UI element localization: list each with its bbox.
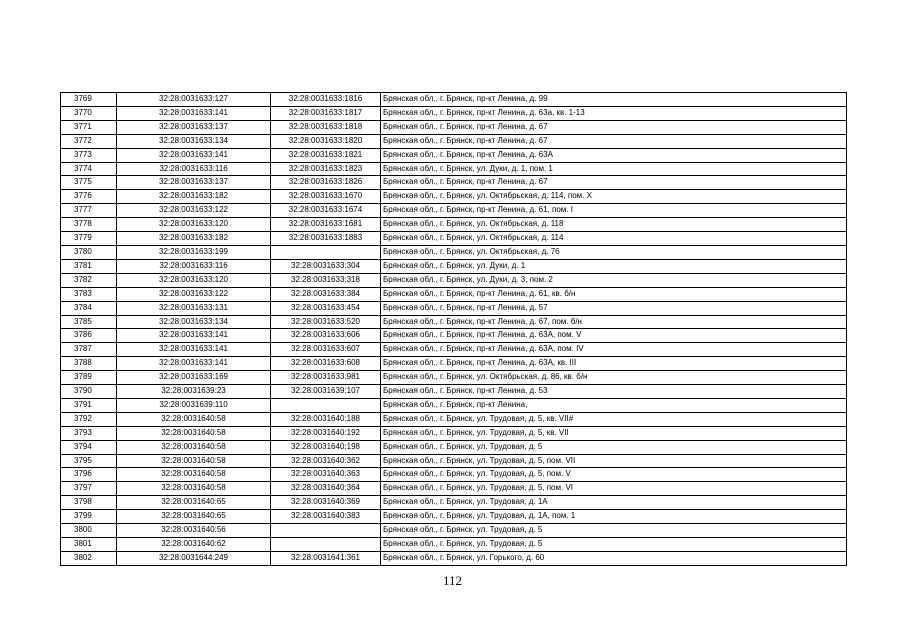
- object-cadastral-number-cell: 32:28:0031633:1883: [271, 232, 381, 246]
- address-cell: Брянская обл., г. Брянск, ул. Трудовая, д. 5, кв. VII#: [381, 412, 847, 426]
- row-number-cell: 3780: [61, 245, 117, 259]
- row-number-cell: 3798: [61, 496, 117, 510]
- object-cadastral-number-cell: 32:28:0031641:361: [271, 551, 381, 565]
- address-cell: Брянская обл., г. Брянск, ул. Трудовая, д. 5, пом. V: [381, 468, 847, 482]
- land-cadastral-number-cell: 32:28:0031633:199: [117, 245, 271, 259]
- land-cadastral-number-cell: 32:28:0031639:23: [117, 385, 271, 399]
- land-cadastral-number-cell: 32:28:0031633:141: [117, 343, 271, 357]
- land-cadastral-number-cell: 32:28:0031633:141: [117, 148, 271, 162]
- row-number-cell: 3782: [61, 273, 117, 287]
- row-number-cell: 3774: [61, 162, 117, 176]
- row-number-cell: 3795: [61, 454, 117, 468]
- row-number-cell: 3787: [61, 343, 117, 357]
- table-row: [61, 134, 847, 148]
- row-number-cell: 3777: [61, 204, 117, 218]
- address-cell: Брянская обл., г. Брянск, ул. Трудовая, д. 5, кв. VII: [381, 426, 847, 440]
- land-cadastral-number-cell: 32:28:0031633:182: [117, 190, 271, 204]
- table-row: [61, 218, 847, 232]
- land-cadastral-number-cell: 32:28:0031640:58: [117, 426, 271, 440]
- land-cadastral-number-cell: 32:28:0031640:65: [117, 496, 271, 510]
- row-number-cell: 3797: [61, 482, 117, 496]
- land-cadastral-number-cell: 32:28:0031633:141: [117, 329, 271, 343]
- land-cadastral-number-cell: 32:28:0031633:131: [117, 301, 271, 315]
- object-cadastral-number-cell: 32:28:0031640:383: [271, 510, 381, 524]
- table-body: [61, 93, 847, 566]
- row-number-cell: 3776: [61, 190, 117, 204]
- address-cell: Брянская обл., г. Брянск, ул. Октябрьская, д. 76: [381, 245, 847, 259]
- object-cadastral-number-cell: 32:28:0031633:608: [271, 357, 381, 371]
- table-row: [61, 482, 847, 496]
- table-row: [61, 176, 847, 190]
- object-cadastral-number-cell: 32:28:0031633:1823: [271, 162, 381, 176]
- object-cadastral-number-cell: 32:28:0031633:1818: [271, 120, 381, 134]
- land-cadastral-number-cell: 32:28:0031633:134: [117, 315, 271, 329]
- object-cadastral-number-cell: 32:28:0031633:1820: [271, 134, 381, 148]
- row-number-cell: 3773: [61, 148, 117, 162]
- land-cadastral-number-cell: 32:28:0031633:116: [117, 162, 271, 176]
- row-number-cell: 3788: [61, 357, 117, 371]
- row-number-cell: 3793: [61, 426, 117, 440]
- object-cadastral-number-cell: 32:28:0031640:363: [271, 468, 381, 482]
- row-number-cell: 3794: [61, 440, 117, 454]
- land-cadastral-number-cell: 32:28:0031633:116: [117, 259, 271, 273]
- land-cadastral-number-cell: 32:28:0031633:122: [117, 287, 271, 301]
- object-cadastral-number-cell: 32:28:0031633:606: [271, 329, 381, 343]
- address-cell: Брянская обл., г. Брянск, ул. Трудовая, д. 5: [381, 524, 847, 538]
- registry-table: [60, 92, 847, 566]
- object-cadastral-number-cell: 32:28:0031633:1670: [271, 190, 381, 204]
- address-cell: Брянская обл., г. Брянск, пр-кт Ленина, д. 61, кв. б/н: [381, 287, 847, 301]
- object-cadastral-number-cell: 32:28:0031633:318: [271, 273, 381, 287]
- land-cadastral-number-cell: 32:28:0031633:120: [117, 218, 271, 232]
- table-row: [61, 204, 847, 218]
- address-cell: Брянская обл., г. Брянск, ул. Дуки, д. 3, пом. 2: [381, 273, 847, 287]
- object-cadastral-number-cell: 32:28:0031633:384: [271, 287, 381, 301]
- object-cadastral-number-cell: 32:28:0031640:364: [271, 482, 381, 496]
- address-cell: Брянская обл., г. Брянск, ул. Октябрьская, д. 86, кв. б/н: [381, 371, 847, 385]
- land-cadastral-number-cell: 32:28:0031640:65: [117, 510, 271, 524]
- row-number-cell: 3789: [61, 371, 117, 385]
- table-row: [61, 232, 847, 246]
- table-row: [61, 162, 847, 176]
- row-number-cell: 3800: [61, 524, 117, 538]
- land-cadastral-number-cell: 32:28:0031640:56: [117, 524, 271, 538]
- address-cell: Брянская обл., г. Брянск, ул. Трудовая, д. 1А: [381, 496, 847, 510]
- object-cadastral-number-cell: 32:28:0031640:188: [271, 412, 381, 426]
- object-cadastral-number-cell: 32:28:0031633:1681: [271, 218, 381, 232]
- object-cadastral-number-cell: 32:28:0031633:1826: [271, 176, 381, 190]
- land-cadastral-number-cell: 32:28:0031633:141: [117, 357, 271, 371]
- land-cadastral-number-cell: 32:28:0031633:127: [117, 93, 271, 107]
- address-cell: Брянская обл., г. Брянск, пр-кт Ленина, д. 57: [381, 301, 847, 315]
- row-number-cell: 3781: [61, 259, 117, 273]
- land-cadastral-number-cell: 32:28:0031633:134: [117, 134, 271, 148]
- address-cell: Брянская обл., г. Брянск, пр-кт Ленина, д. 63А, пом. V: [381, 329, 847, 343]
- row-number-cell: 3796: [61, 468, 117, 482]
- table-row: [61, 551, 847, 565]
- land-cadastral-number-cell: 32:28:0031640:58: [117, 440, 271, 454]
- address-cell: Брянская обл., г. Брянск, ул. Трудовая, д. 1А, пом. 1: [381, 510, 847, 524]
- table-row: [61, 510, 847, 524]
- table-row: [61, 357, 847, 371]
- land-cadastral-number-cell: 32:28:0031640:58: [117, 412, 271, 426]
- row-number-cell: 3799: [61, 510, 117, 524]
- object-cadastral-number-cell: 32:28:0031633:1674: [271, 204, 381, 218]
- address-cell: Брянская обл., г. Брянск, ул. Трудовая, д. 5: [381, 440, 847, 454]
- object-cadastral-number-cell: 32:28:0031633:520: [271, 315, 381, 329]
- address-cell: Брянская обл., г. Брянск, пр-кт Ленина, д. 63А: [381, 148, 847, 162]
- row-number-cell: 3791: [61, 398, 117, 412]
- row-number-cell: 3783: [61, 287, 117, 301]
- row-number-cell: 3779: [61, 232, 117, 246]
- object-cadastral-number-cell: 32:28:0031633:981: [271, 371, 381, 385]
- object-cadastral-number-cell: 32:28:0031633:1821: [271, 148, 381, 162]
- land-cadastral-number-cell: 32:28:0031633:182: [117, 232, 271, 246]
- address-cell: Брянская обл., г. Брянск, ул. Дуки, д. 1, пом. 1: [381, 162, 847, 176]
- address-cell: Брянская обл., г. Брянск, пр-кт Ленина, д. 63А, кв. III: [381, 357, 847, 371]
- object-cadastral-number-cell: 32:28:0031640:192: [271, 426, 381, 440]
- table-row: [61, 343, 847, 357]
- table-row: [61, 93, 847, 107]
- table-row: [61, 468, 847, 482]
- address-cell: Брянская обл., г. Брянск, пр-кт Ленина, д. 61, пом. I: [381, 204, 847, 218]
- table-row: [61, 496, 847, 510]
- address-cell: Брянская обл., г. Брянск, ул. Трудовая, д. 5, пом. VI: [381, 482, 847, 496]
- object-cadastral-number-cell: 32:28:0031633:454: [271, 301, 381, 315]
- table-row: [61, 371, 847, 385]
- address-cell: Брянская обл., г. Брянск, ул. Октябрьская, д. 118: [381, 218, 847, 232]
- table-row: [61, 301, 847, 315]
- row-number-cell: 3790: [61, 385, 117, 399]
- land-cadastral-number-cell: 32:28:0031640:62: [117, 538, 271, 552]
- address-cell: Брянская обл., г. Брянск, пр-кт Ленина, д. 67: [381, 134, 847, 148]
- land-cadastral-number-cell: 32:28:0031633:137: [117, 176, 271, 190]
- row-number-cell: 3775: [61, 176, 117, 190]
- land-cadastral-number-cell: 32:28:0031640:58: [117, 468, 271, 482]
- address-cell: Брянская обл., г. Брянск, пр-кт Ленина, д. 53: [381, 385, 847, 399]
- land-cadastral-number-cell: 32:28:0031640:58: [117, 454, 271, 468]
- land-cadastral-number-cell: 32:28:0031644:249: [117, 551, 271, 565]
- table-row: [61, 273, 847, 287]
- row-number-cell: 3801: [61, 538, 117, 552]
- row-number-cell: 3778: [61, 218, 117, 232]
- address-cell: Брянская обл., г. Брянск, ул. Трудовая, д. 5: [381, 538, 847, 552]
- land-cadastral-number-cell: 32:28:0031633:122: [117, 204, 271, 218]
- object-cadastral-number-cell: 32:28:0031639:107: [271, 385, 381, 399]
- table-row: [61, 329, 847, 343]
- table-row: [61, 190, 847, 204]
- object-cadastral-number-cell: 32:28:0031640:369: [271, 496, 381, 510]
- address-cell: Брянская обл., г. Брянск, ул. Октябрьская, д. 114, пом. X: [381, 190, 847, 204]
- table-row: [61, 440, 847, 454]
- address-cell: Брянская обл., г. Брянск, пр-кт Ленина, д. 99: [381, 93, 847, 107]
- table-row: [61, 148, 847, 162]
- address-cell: Брянская обл., г. Брянск, пр-кт Ленина, д. 67, пом. б/н: [381, 315, 847, 329]
- address-cell: Брянская обл., г. Брянск, ул. Трудовая, д. 5, пом. VII: [381, 454, 847, 468]
- row-number-cell: 3784: [61, 301, 117, 315]
- row-number-cell: 3792: [61, 412, 117, 426]
- object-cadastral-number-cell: 32:28:0031633:1817: [271, 106, 381, 120]
- land-cadastral-number-cell: 32:28:0031633:120: [117, 273, 271, 287]
- table-row: [61, 287, 847, 301]
- object-cadastral-number-cell: 32:28:0031633:1816: [271, 93, 381, 107]
- table-row: [61, 106, 847, 120]
- table-row: [61, 245, 847, 259]
- page-number: 112: [442, 573, 463, 588]
- table-row: [61, 412, 847, 426]
- address-cell: Брянская обл., г. Брянск, пр-кт Ленина, д. 67: [381, 176, 847, 190]
- row-number-cell: 3769: [61, 93, 117, 107]
- row-number-cell: 3771: [61, 120, 117, 134]
- object-cadastral-number-cell: 32:28:0031633:607: [271, 343, 381, 357]
- row-number-cell: 3772: [61, 134, 117, 148]
- table-row: [61, 454, 847, 468]
- table-row: [61, 398, 847, 412]
- row-number-cell: 3802: [61, 551, 117, 565]
- address-cell: Брянская обл., г. Брянск, пр-кт Ленина, д. 63А, пом. IV: [381, 343, 847, 357]
- address-cell: Брянская обл., г. Брянск, ул. Горького, д. 60: [381, 551, 847, 565]
- object-cadastral-number-cell: [271, 538, 381, 552]
- address-cell: Брянская обл., г. Брянск, пр-кт Ленина, д. 67: [381, 120, 847, 134]
- address-cell: Брянская обл., г. Брянск, ул. Дуки, д. 1: [381, 259, 847, 273]
- table-row: [61, 524, 847, 538]
- land-cadastral-number-cell: 32:28:0031640:58: [117, 482, 271, 496]
- land-cadastral-number-cell: 32:28:0031633:137: [117, 120, 271, 134]
- object-cadastral-number-cell: 32:28:0031640:362: [271, 454, 381, 468]
- table-row: [61, 385, 847, 399]
- object-cadastral-number-cell: 32:28:0031640:198: [271, 440, 381, 454]
- row-number-cell: 3770: [61, 106, 117, 120]
- object-cadastral-number-cell: [271, 524, 381, 538]
- address-cell: Брянская обл., г. Брянск, ул. Октябрьская, д. 114: [381, 232, 847, 246]
- table-row: [61, 120, 847, 134]
- table-row: [61, 315, 847, 329]
- row-number-cell: 3785: [61, 315, 117, 329]
- object-cadastral-number-cell: [271, 245, 381, 259]
- address-cell: Брянская обл., г. Брянск, пр-кт Ленина,: [381, 398, 847, 412]
- object-cadastral-number-cell: [271, 398, 381, 412]
- table-row: [61, 538, 847, 552]
- land-cadastral-number-cell: 32:28:0031633:141: [117, 106, 271, 120]
- row-number-cell: 3786: [61, 329, 117, 343]
- object-cadastral-number-cell: 32:28:0031633:304: [271, 259, 381, 273]
- table-row: [61, 426, 847, 440]
- table-row: [61, 259, 847, 273]
- address-cell: Брянская обл., г. Брянск, пр-кт Ленина, д. 63а, кв. 1-13: [381, 106, 847, 120]
- land-cadastral-number-cell: 32:28:0031633:169: [117, 371, 271, 385]
- land-cadastral-number-cell: 32:28:0031639:110: [117, 398, 271, 412]
